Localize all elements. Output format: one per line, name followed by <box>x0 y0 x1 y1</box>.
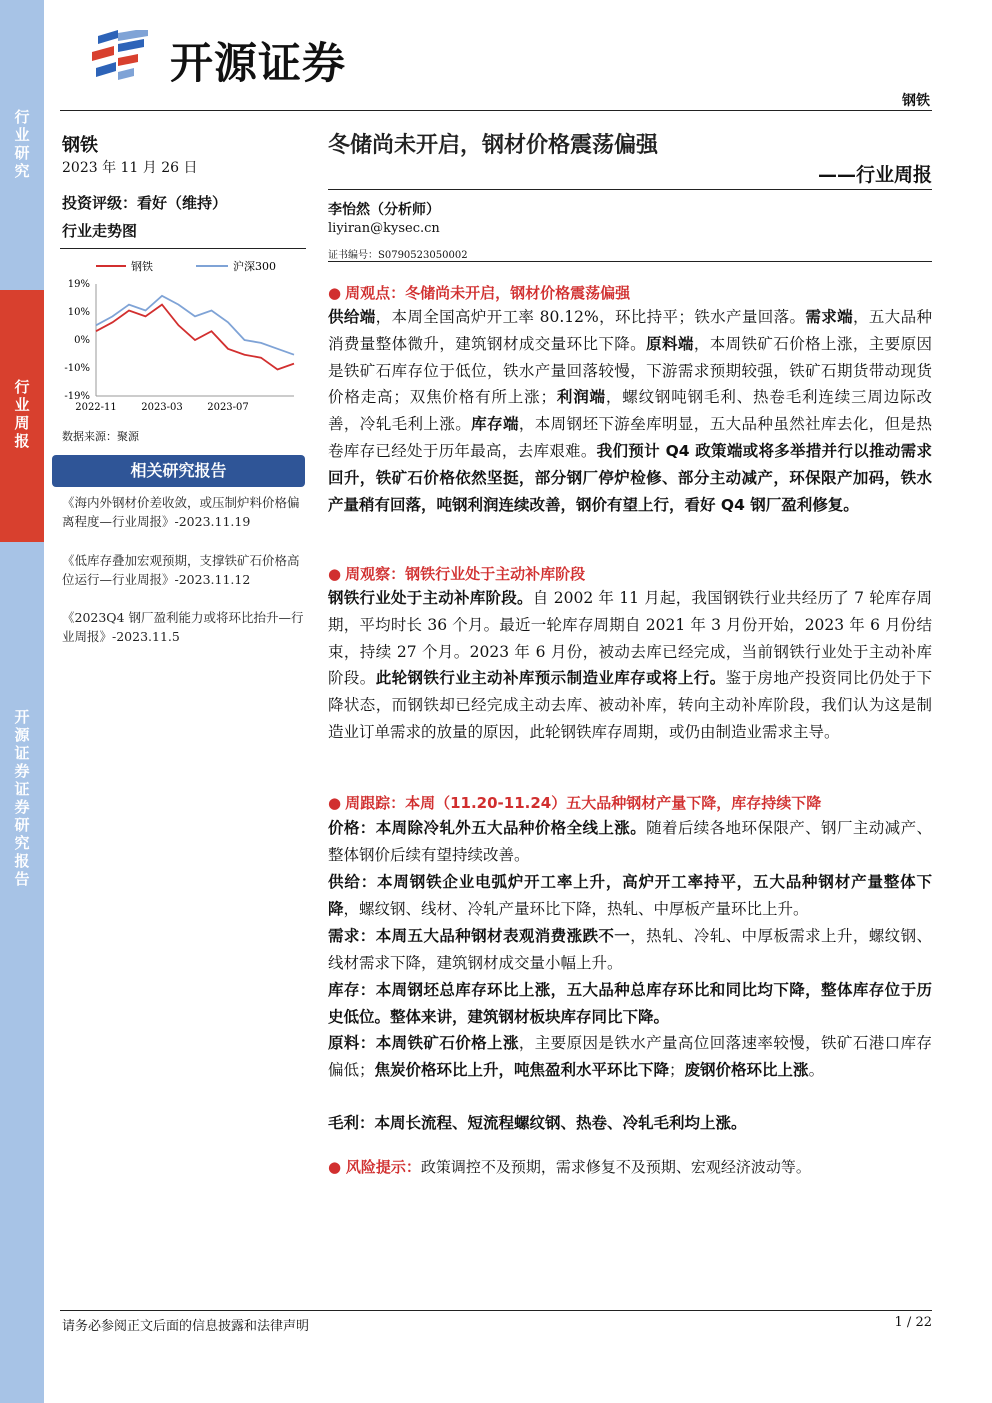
x-tick-label: 2023-07 <box>207 402 249 413</box>
title-rule <box>328 189 932 190</box>
trend-chart-title: 行业走势图 <box>62 222 138 240</box>
investment-rating: 投资评级：看好（维持） <box>62 194 228 212</box>
bold-run: 供给端 <box>328 308 376 326</box>
tracking-raw-materials <box>328 1030 932 1084</box>
tracking-margin <box>328 1110 932 1137</box>
section-body-weekly-observation <box>328 585 932 746</box>
header-category: 钢铁 <box>902 93 930 109</box>
text-run: ； <box>669 1060 685 1079</box>
text-run: ，本周全国高炉开工率 80.12%，环比持平；铁水产量回落。 <box>375 308 806 326</box>
y-tick-label: 10% <box>67 307 90 318</box>
text-run: ，主要原因是铁水产量高位回落速率较慢，铁矿石港口库存偏低； <box>328 1034 932 1079</box>
bold-run: 供给：本周钢铁企业电弧炉开工率上升，高炉开工率持平，五大品种钢材产量整体下降 <box>328 873 932 918</box>
tracking-price <box>328 815 932 869</box>
left-sidebar <box>0 0 44 1403</box>
data-source: 数据来源：聚源 <box>62 430 139 443</box>
author-rule <box>328 261 932 262</box>
text-run: ，本周铁矿石价格上涨，主要原因是铁矿石库存位于低位，铁水产量回落较慢，下游需求预期较强，铁矿石期货带动现货价格走高；双焦价格有所上涨； <box>328 334 932 407</box>
bold-run: 废钢价格环比上涨 <box>684 1060 809 1079</box>
risk-title: 风险提示： <box>345 1158 421 1176</box>
related-reports-header: 相关研究报告 <box>52 455 305 487</box>
text-run: 。 <box>808 1060 825 1079</box>
bold-run: 焦炭价格环比上升，吨焦盈利水平环比下降 <box>374 1060 670 1079</box>
tracking-supply <box>328 869 932 923</box>
bold-run: 毛利：本周长流程、短流程螺纹钢、热卷、冷轧毛利均上涨。 <box>328 1114 747 1132</box>
trend-chart <box>56 256 308 426</box>
risk-text: 政策调控不及预期，需求修复不及预期、宏观经济波动等。 <box>420 1158 811 1176</box>
x-tick-label: 2022-11 <box>75 402 117 413</box>
author-email[interactable]: liyiran@kysec.cn <box>328 221 440 236</box>
bold-run: 库存端 <box>471 415 519 434</box>
section-title-weekly-view: ● 周观点：冬储尚未开启，钢材价格震荡偏强 <box>328 284 631 302</box>
y-tick-label: -19% <box>64 391 90 402</box>
section-title-weekly-tracking: ● 周跟踪：本周（11.20-11.24）五大品种钢材产量下降，库存持续下降 <box>328 794 822 812</box>
text-run: 鉴于房地产投资同比仍处于下降状态，而钢铁却已经完成主动去库、被动补库，转向主动补库阶段，我们认为这是制造业订单需求的放量的原因，此轮钢铁库存周期，或仍由制造业需求主导。 <box>328 669 932 741</box>
bold-run: 我们预计 Q4 政策端或将多举措并行以推动需求回升，铁矿石价格依然坚挺，部分钢厂停炉检修、部分主动减产，环保限产加码，铁水产量稍有回落，吨钢利润连续改善，钢价有望上行，看好 Q4 钢厂盈利修复。 <box>328 441 932 514</box>
section-title-weekly-observation: ● 周观察：钢铁行业处于主动补库阶段 <box>328 565 586 583</box>
report-date: 2023 年 11 月 26 日 <box>62 160 198 176</box>
text-run: 随着后续各地环保限产、钢厂主动减产、整体钢价后续有望持续改善。 <box>328 819 932 864</box>
company-name: 开源证券 <box>170 39 346 89</box>
bold-run: 原料：本周铁矿石价格上涨 <box>328 1034 519 1052</box>
y-tick-label: 0% <box>74 335 90 346</box>
x-tick-label: 2023-03 <box>141 402 183 413</box>
sidebar-mid-label: 行业周报 <box>14 378 30 450</box>
section-body-weekly-view <box>328 304 932 518</box>
company-logo-icon <box>88 30 160 86</box>
series-line-1 <box>96 296 294 355</box>
text-run: 自 2002 年 11 月起，我国钢铁行业共经历了 7 轮库存周期，平均时长 36 个月。最近一轮库存周期自 2021 年 3 月份开始，2023 年 6 月份结束，持续 27 个月。2023 年 6 月份，被动去库已经完成，当前钢铁行业处于主动补库阶段。 <box>328 589 932 688</box>
related-report-1[interactable]: 《海内外钢材价差收敛，或压制炉料价格偏离程度—行业周报》-2023.11.19 <box>62 495 300 529</box>
y-tick-label: -10% <box>64 363 90 374</box>
sidebar-top-label: 行业研究 <box>14 108 30 180</box>
tracking-inventory <box>328 977 932 1031</box>
bold-run: 此轮钢铁行业主动补库预示制造业库存或将上行。 <box>375 669 726 688</box>
trend-rule <box>60 248 306 249</box>
bold-run: 库存：本周钢坯总库存环比上涨，五大品种总库存环比和同比均下降，整体库存位于历史低位。整体来讲，建筑钢材板块库存同比下降。 <box>328 981 932 1026</box>
bold-run: 钢铁行业处于主动补库阶段。 <box>328 589 533 607</box>
header-rule <box>60 110 932 111</box>
legend-label-steel: 钢铁 <box>131 260 153 273</box>
author-cert: 证书编号：S0790523050002 <box>328 250 468 261</box>
legend-label-csi300: 沪深300 <box>233 260 276 273</box>
industry-label: 钢铁 <box>62 135 98 156</box>
bold-run: 需求：本周五大品种钢材表观消费涨跌不一 <box>328 927 631 945</box>
text-run: ，热轧、冷轧、中厚板需求上升，螺纹钢、线材需求下降，建筑钢材成交量小幅上升。 <box>328 927 932 972</box>
related-report-2[interactable]: 《低库存叠加宏观预期，支撑铁矿石价格高位运行—行业周报》-2023.11.12 <box>62 553 300 587</box>
tracking-demand <box>328 923 932 977</box>
page-number: 1 / 22 <box>894 1315 932 1330</box>
report-subtitle: ——行业周报 <box>817 164 932 186</box>
footer-rule <box>60 1310 932 1311</box>
y-tick-label: 19% <box>67 279 90 290</box>
risk-warning: ● 风险提示：政策调控不及预期，需求修复不及预期、宏观经济波动等。 <box>328 1158 811 1176</box>
text-run: ，本周钢坯下游垒库明显，五大品种虽然社库去化，但是热卷库存已经处于历年最高，去库艰难。 <box>328 415 932 460</box>
bold-run: 原料端 <box>646 334 694 353</box>
bold-run: 价格：本周除冷轧外五大品种价格全线上涨。 <box>328 819 647 837</box>
bold-run: 需求端 <box>805 308 853 326</box>
sidebar-bottom-label: 开源证券 证券研究报告 <box>14 708 30 888</box>
author-name: 李怡然（分析师） <box>328 202 440 218</box>
text-run: ，螺纹钢吨钢毛利、热卷毛利连续三周边际改善，冷轧毛利上涨。 <box>328 388 932 434</box>
series-line-0 <box>96 305 294 370</box>
related-report-3[interactable]: 《2023Q4 钢厂盈利能力或将环比抬升—行业周报》-2023.11.5 <box>62 610 304 644</box>
text-run: ，五大品种消费量整体微升，建筑钢材成交量环比下降。 <box>328 308 932 353</box>
bold-run: 利润端 <box>556 388 606 407</box>
text-run: ，螺纹钢、线材、冷轧产量环比下降，热轧、中厚板产量环比上升。 <box>343 899 809 918</box>
report-title: 冬储尚未开启，钢材价格震荡偏强 <box>328 133 659 158</box>
footer-disclaimer: 请务必参阅正文后面的信息披露和法律声明 <box>62 1319 310 1334</box>
